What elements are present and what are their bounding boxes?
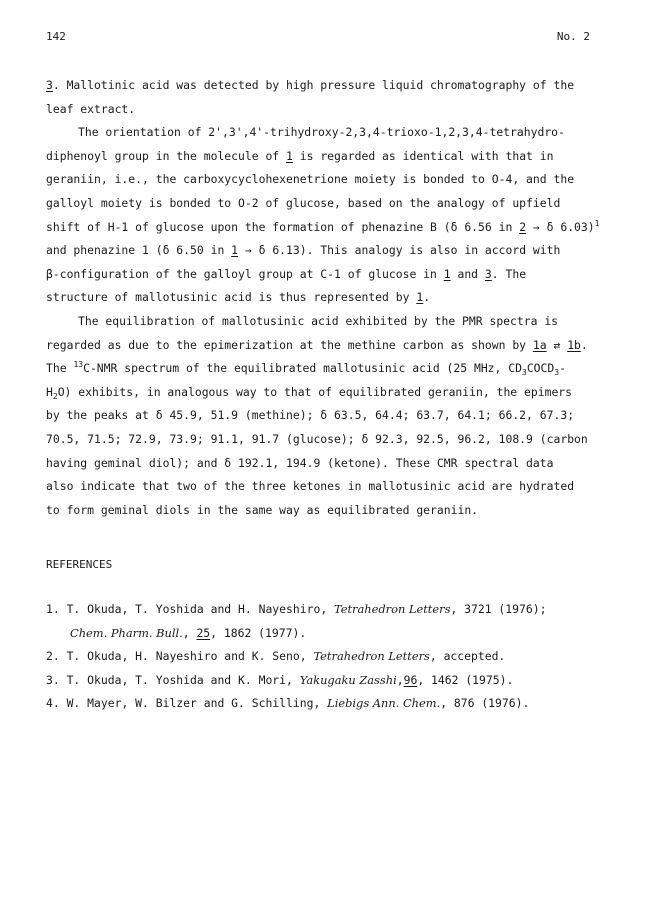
reference-item xyxy=(46,598,636,622)
text-span: C-NMR spectrum of the equilibrated mallotusinic acid (25 MHz, CD xyxy=(83,361,522,376)
volume-number: 96 xyxy=(403,672,418,687)
text-span: and phenazine 1 (δ 6.50 in xyxy=(46,243,232,258)
text-span: T. Okuda, T. Yoshida and H. Nayeshiro, xyxy=(59,602,335,616)
reference-continuation xyxy=(46,622,636,646)
subscript: 3 xyxy=(521,368,527,378)
reference-number: 3. xyxy=(46,672,60,687)
text-line xyxy=(46,381,626,405)
text-span: diphenoyl group in the molecule of xyxy=(46,148,287,163)
journal-title: Tetrahedron Letters xyxy=(313,649,430,664)
text-line: having geminal diol); and δ 192.1, 194.9 (ketone). These CMR spectral data xyxy=(46,455,554,470)
text-line: leaf extract. xyxy=(46,101,136,116)
text-span: . Mallotinic acid was detected by high pressure liquid chromatography of the xyxy=(52,78,575,92)
compound-ref: 1 xyxy=(231,243,239,258)
text-line: galloyl moiety is bonded to O-2 of glucose, based on the analogy of upfield xyxy=(46,195,561,210)
text-span: , xyxy=(396,672,404,687)
reference-number: 1. xyxy=(46,602,60,616)
text-span: , 1862 (1977). xyxy=(210,625,307,640)
compound-ref: 1b xyxy=(567,337,581,352)
text-line: 70.5, 71.5; 72.9, 73.9; 91.1, 91.7 (glucose); δ 92.3, 92.5, 96.2, 108.9 (carbon xyxy=(46,431,588,446)
text-span: structure of mallotusinic acid is thus represented by xyxy=(46,290,417,305)
text-span: T. Okuda, H. Nayeshiro and K. Seno, xyxy=(59,649,314,664)
text-line xyxy=(46,263,626,287)
text-span: , accepted. xyxy=(429,649,506,664)
text-line xyxy=(46,145,626,169)
journal-title: Chem. Pharm. Bull. xyxy=(70,625,183,640)
text-line xyxy=(46,286,626,310)
volume-number: 25 xyxy=(196,625,211,640)
text-line: geraniin, i.e., the carboxycyclohexenetrione moiety is bonded to O-4, and the xyxy=(46,172,575,187)
text-span: β-configuration of the galloyl group at C-1 of glucose in xyxy=(46,266,444,281)
references-heading: REFERENCES xyxy=(46,558,113,571)
text-span: shift of H-1 of glucose upon the formation of phenazine B (δ 6.56 in xyxy=(46,219,520,234)
text-span: The xyxy=(46,361,74,376)
compound-ref: 2 xyxy=(519,219,527,234)
compound-ref: 1a xyxy=(532,337,547,352)
reference-item xyxy=(46,692,636,716)
text-line: The orientation of 2',3',4'-trihydroxy-2,3,4-trioxo-1,2,3,4-tetrahydro- xyxy=(78,125,565,140)
text-span: and xyxy=(450,266,485,281)
text-line xyxy=(46,334,626,358)
text-span: , 1462 (1975). xyxy=(417,672,514,687)
text-line: The equilibration of mallotusinic acid exhibited by the PMR spectra is xyxy=(78,313,559,328)
journal-title: Yakugaku Zasshi xyxy=(299,672,397,687)
text-span: W. Mayer, W. Bilzer and G. Schilling, xyxy=(59,696,328,711)
text-span: regarded as due to the epimerization at the methine carbon as shown by xyxy=(46,337,533,352)
text-line: to form geminal diols in the same way as equilibrated geraniin. xyxy=(46,502,479,517)
compound-ref: 3 xyxy=(484,266,492,281)
compound-ref: 1 xyxy=(416,290,424,305)
body-text xyxy=(46,74,626,522)
subscript: 3 xyxy=(554,368,560,378)
compound-ref: 1 xyxy=(443,266,451,281)
journal-title: Liebigs Ann. Chem. xyxy=(327,696,441,711)
text-line xyxy=(46,74,626,98)
text-line xyxy=(46,216,626,240)
isotope-superscript: 13 xyxy=(73,360,84,370)
text-span: COCD xyxy=(526,361,555,376)
page-number: 142 xyxy=(46,30,66,43)
text-span: O) exhibits, in analogous way to that of equilibrated geraniin, the epimers xyxy=(57,384,573,399)
reference-number: 4. xyxy=(46,696,60,711)
text-line: also indicate that two of the three ketones in mallotusinic acid are hydrated xyxy=(46,479,575,494)
equilibrium-arrow: ⇄ xyxy=(546,337,568,352)
text-line xyxy=(46,357,626,381)
text-span: , 3721 (1976); xyxy=(450,602,547,616)
compound-ref: 3 xyxy=(46,78,53,92)
reference-item xyxy=(46,645,636,669)
text-span: . The xyxy=(491,266,527,281)
text-span: . xyxy=(580,337,588,352)
reference-number: 2. xyxy=(46,649,60,664)
issue-number: No. 2 xyxy=(556,30,590,43)
reference-item xyxy=(46,669,636,693)
text-span: T. Okuda, T. Yoshida and K. Mori, xyxy=(59,672,300,687)
text-span: is regarded as identical with that in xyxy=(292,148,554,163)
citation-superscript: 1 xyxy=(594,218,600,228)
text-span: , xyxy=(182,625,197,640)
text-span: H xyxy=(46,384,53,399)
text-span: - xyxy=(559,361,566,376)
subscript: 2 xyxy=(52,391,58,401)
text-line xyxy=(46,239,626,263)
text-span: → δ 6.13). This analogy is also in accord with xyxy=(238,243,561,258)
references-list xyxy=(46,598,636,716)
journal-title: Tetrahedron Letters xyxy=(334,602,451,616)
text-span: . xyxy=(423,290,431,305)
compound-ref: 1 xyxy=(286,148,293,163)
text-line: by the peaks at δ 45.9, 51.9 (methine); δ 63.5, 64.4; 63.7, 64.1; 66.2, 67.3; xyxy=(46,408,575,423)
text-span: → δ 6.03) xyxy=(526,219,595,234)
text-span: , 876 (1976). xyxy=(440,696,530,711)
